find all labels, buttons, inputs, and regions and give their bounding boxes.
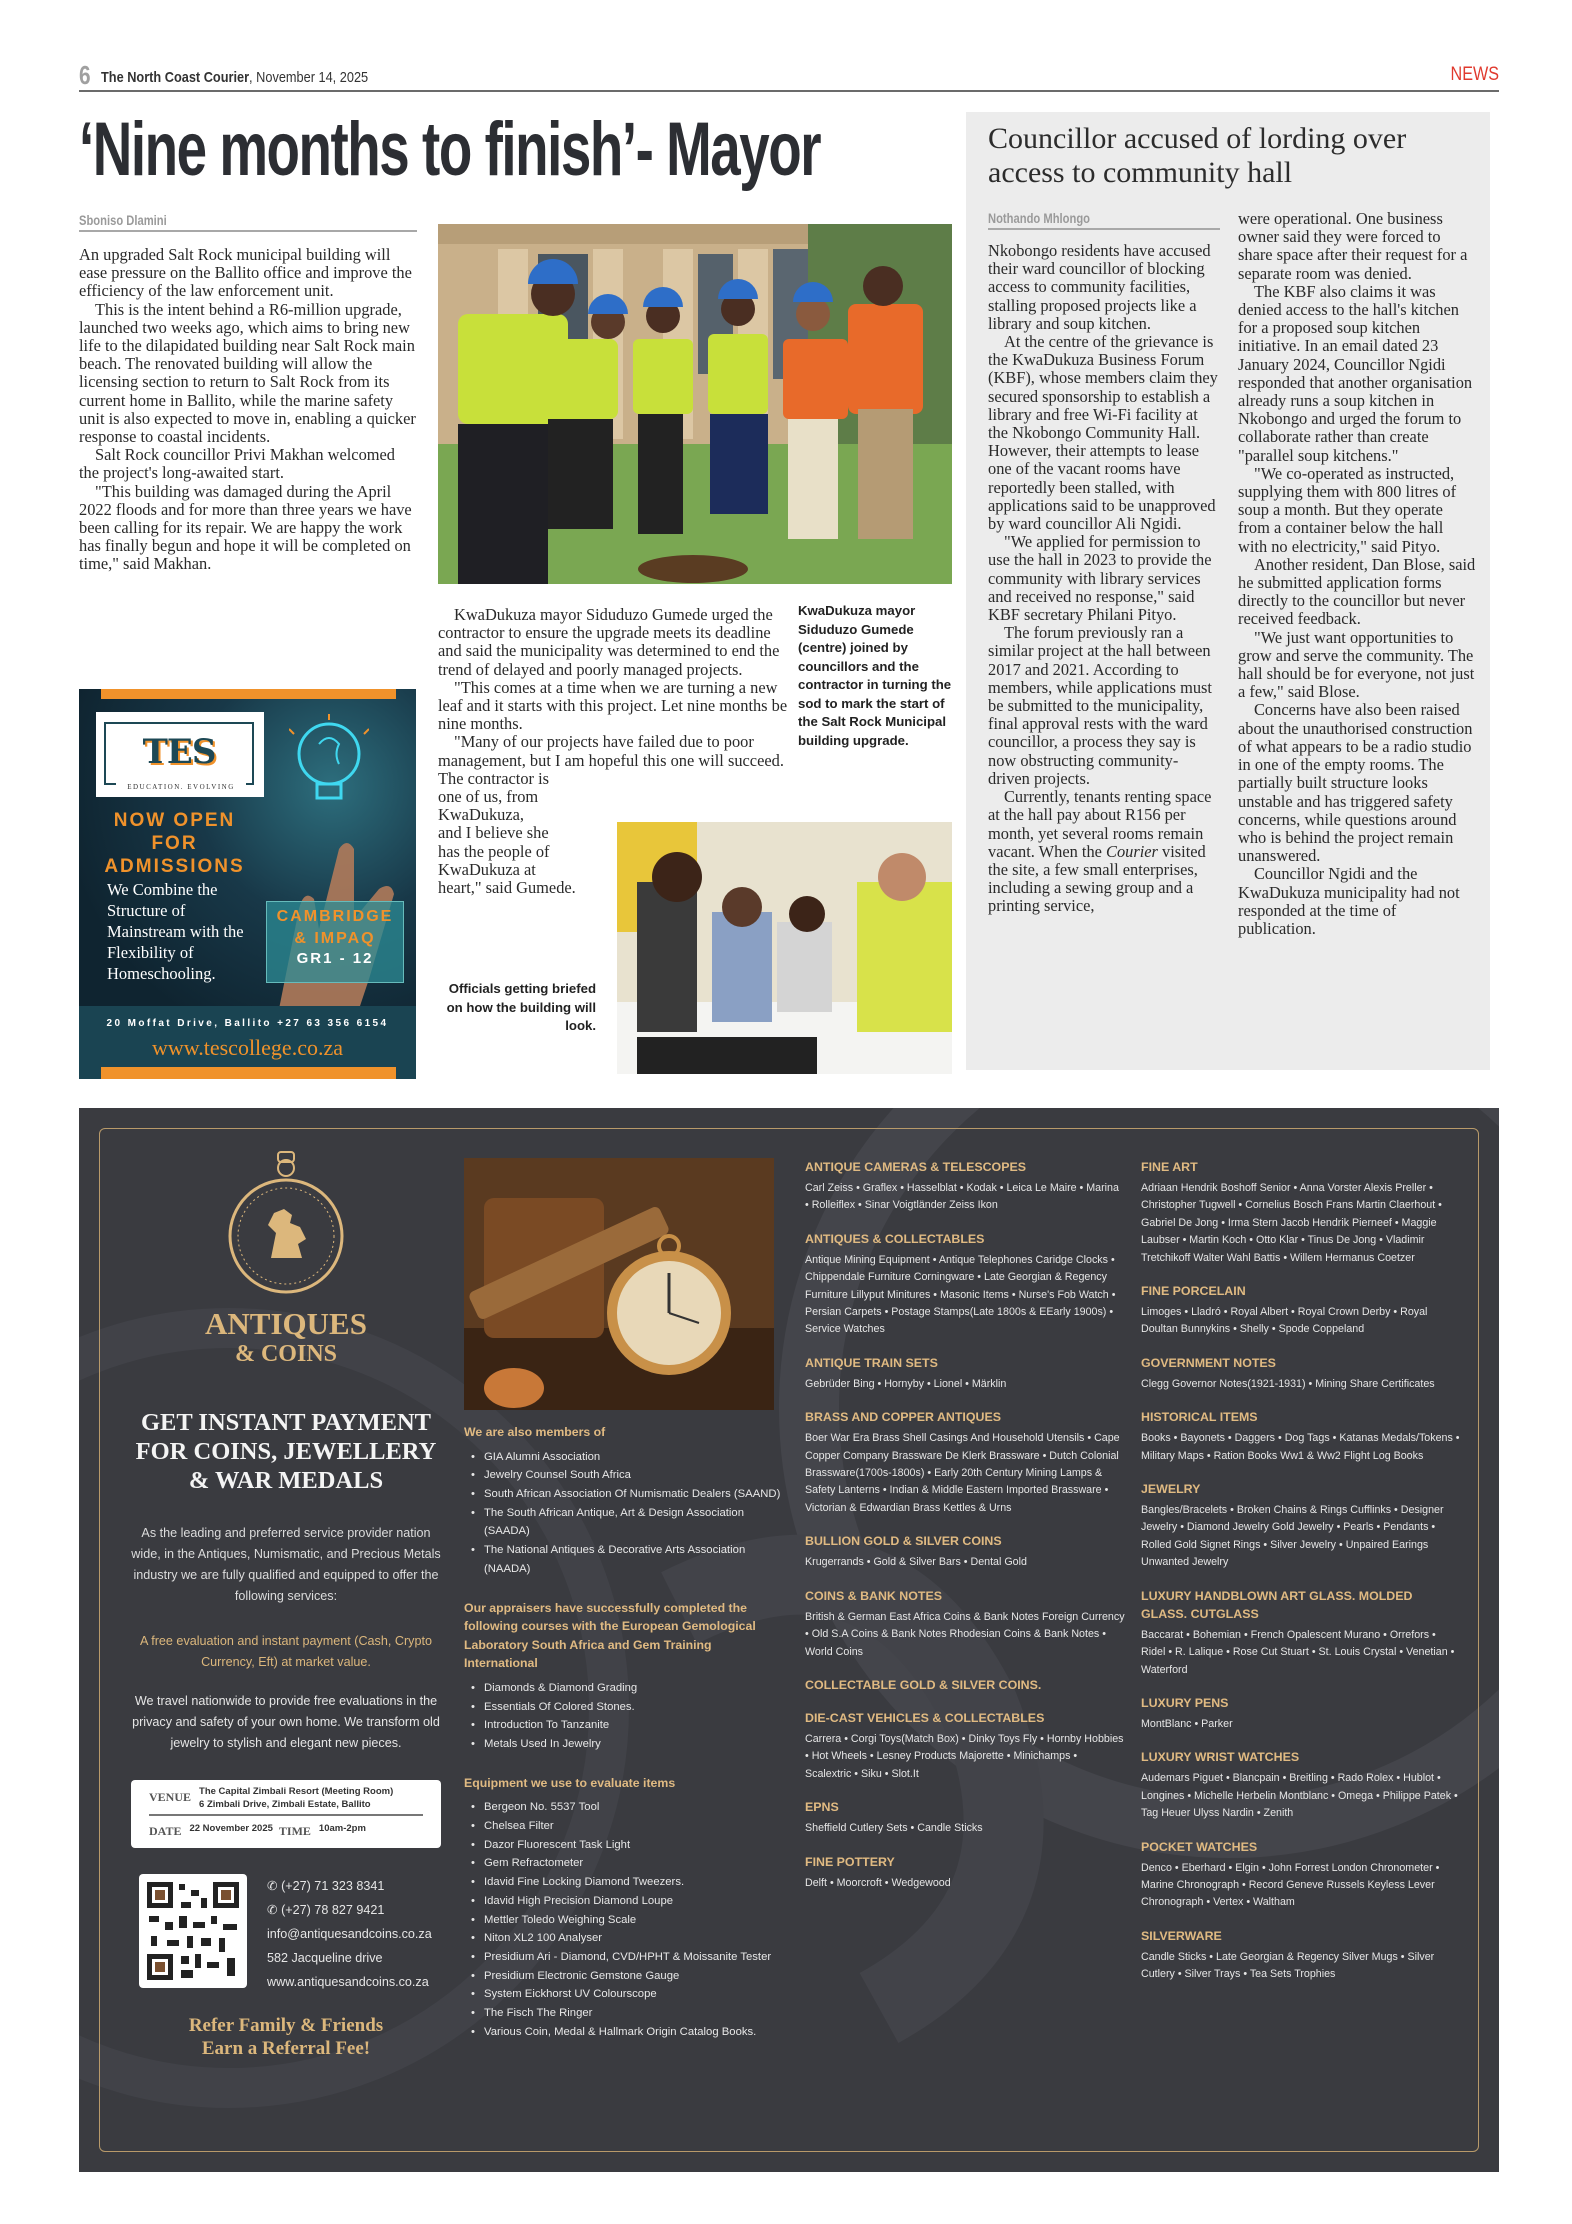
- paragraph: "We applied for permission to use the hall in 2023 to provide the community with library services and received no response," said KBF secretary Philani Pityo.: [988, 532, 1212, 625]
- list-item: • Introduction To Tanzanite: [464, 1716, 784, 1735]
- paragraph: Currently, tenants renting space at the hall pay about R156 per month, yet several rooms remain vacant. When the Courier visited the site, a few small enterprises, including a sewing group and a printing service,: [988, 787, 1212, 916]
- side-byline: Nothando Mhlongo: [988, 210, 1220, 230]
- list-item: • Bergeon No. 5537 Tool: [464, 1798, 784, 1817]
- venue-label: VENUE: [149, 1790, 192, 1804]
- list-item: • Chelsea Filter: [464, 1817, 784, 1836]
- antiques-coins-ad[interactable]: [79, 1108, 1499, 2172]
- accent-bar: [101, 1067, 396, 1079]
- category-items: Carl Zeiss • Graflex • Hasselblat • Kodak • Leica Le Maire • Marina • Rolleiflex • Sinar Voigtländer Zeiss Ikon: [805, 1182, 1119, 1212]
- photo-illustration: [464, 1158, 774, 1410]
- list-item: • Jewelry Counsel South Africa: [464, 1466, 784, 1485]
- equipment: [464, 1774, 784, 2042]
- category-title: FINE PORCELAIN: [1141, 1284, 1246, 1299]
- antique-watch-photo: [464, 1158, 774, 1410]
- date-value: 22 November 2025: [189, 1823, 273, 1835]
- photo-illustration: [438, 224, 952, 584]
- free-evaluation-text: A free evaluation and instant payment (Cash, Crypto Currency, Eft) at market value.: [140, 1634, 432, 1669]
- ad-intro: As the leading and preferred service provider nation wide, in the Antiques, Numismatic, and Precious Metals industry we are fully qualified and equipped to offer the following services:: [131, 1526, 441, 1603]
- masthead: [79, 62, 1499, 92]
- side-story-body-1: [988, 242, 1220, 916]
- brand-subname: & COINS: [234, 1341, 337, 1367]
- list-item: • South African Association Of Numismatic Dealers (SAAND): [464, 1485, 784, 1504]
- section-label: NEWS: [1450, 64, 1499, 85]
- text-line: one of us, from: [438, 787, 539, 807]
- website-link[interactable]: www.antiquesandcoins.co.za: [267, 1975, 429, 1989]
- date-label: DATE: [149, 1824, 182, 1838]
- main-story-body-1: [79, 246, 417, 574]
- paragraph: "This comes at a time when we are turning a new leaf and it starts with this project. Let nine months be nine months.: [438, 677, 788, 734]
- list-item: • Essentials Of Colored Stones.: [464, 1698, 784, 1717]
- category-title: BRASS AND COPPER ANTIQUES: [805, 1410, 1001, 1425]
- tes-logo: [96, 712, 264, 797]
- text-line: KwaDukuza,: [438, 805, 525, 825]
- paragraph: The forum previously ran a similar project at the hall between 2017 and 2021. According to members, while applications must be submitted to the municipality, final approval rests with the ward councillor, a process they say is now obstructing community-driven projects.: [988, 623, 1212, 788]
- courses: [464, 1599, 784, 1754]
- time-value: 10am-2pm: [318, 1823, 366, 1835]
- category-items: Carrera • Corgi Toys(Match Box) • Dinky Toys Fly • Hornby Hobbies • Hot Wheels • Lesney Products Majorette • Minichamps • Scalextric • Siku • Slot.It: [805, 1732, 1124, 1780]
- category-items: British & German East Africa Coins & Bank Notes Foreign Currency • Old S.A Coins & Bank Notes Rhodesian Coins & Bank Notes • World Coins: [805, 1610, 1125, 1658]
- category-items: Sheffield Cutlery Sets • Candle Sticks: [805, 1822, 983, 1835]
- category-items: Candle Sticks • Late Georgian & Regency Silver Mugs • Silver Cutlery • Silver Trays • Tea Sets Trophies: [1141, 1950, 1435, 1981]
- category-title: EPNS: [805, 1800, 839, 1815]
- time-label: TIME: [278, 1824, 311, 1838]
- paragraph: "We co-operated as instructed, supplying them with 800 litres of soup a month. But they operate from a container below the hall with no electricity," said Pityo.: [1238, 463, 1457, 556]
- list-item: • Metals Used In Jewelry: [464, 1735, 784, 1754]
- paragraph: Salt Rock councillor Privi Makhan welcomed the project's long-awaited start.: [79, 445, 395, 483]
- whatsapp-icon: ✆: [267, 1903, 282, 1917]
- paragraph: At the centre of the grievance is the KwaDukuza Business Forum (KBF), whose members claim they secured sponsorship to establish a library and free Wi-Fi facility at the Nkobongo Community Hall. However, their attempts to lease one of the vacant rooms have reportedly been stalled, with applications said to be unapproved by ward councillor Ali Ngidi.: [988, 332, 1218, 534]
- main-byline: Sboniso Dlamini: [79, 212, 417, 232]
- pocket-watch-lion-logo: [226, 1148, 346, 1298]
- list-item: • Gem Refractometer: [464, 1854, 784, 1873]
- text-line: and I believe she: [438, 823, 549, 843]
- venue-box: [131, 1780, 441, 1848]
- category-items: MontBlanc • Parker: [1141, 1717, 1233, 1730]
- contact-block: [131, 1874, 441, 1994]
- side-story-column-2: [1238, 210, 1476, 938]
- tes-address-phone: 20 Moffat Drive, Ballito +27 63 356 6154: [106, 1018, 389, 1029]
- category-title: LUXURY WRIST WATCHES: [1141, 1750, 1300, 1765]
- qr-code[interactable]: [139, 1874, 247, 1988]
- tes-website-link[interactable]: www.tescollege.co.za: [152, 1035, 343, 1060]
- venue-address: 6 Zimbali Drive, Zimbali Estate, Ballito: [199, 1798, 371, 1810]
- groundbreaking-photo-caption: KwaDukuza mayor Siduduzo Gumede (centre) joined by councillors and the contractor in turning the sod to mark the start of the Salt Rock Municipal building upgrade.: [798, 603, 952, 748]
- qr-code-icon: [147, 1882, 239, 1980]
- tes-description: We Combine the Structure of Mainstream with the Flexibility of Homeschooling.: [107, 880, 244, 983]
- list-item: • Niton XL2 100 Analyser: [464, 1929, 784, 1948]
- text-line: KwaDukuza at: [438, 859, 536, 879]
- category-title: ANTIQUES & COLLECTABLES: [805, 1231, 985, 1246]
- category-items: Gebrüder Bing • Hornyby • Lionel • Märklin: [805, 1377, 1007, 1390]
- paragraph: This is the intent behind a R6-million upgrade, launched two weeks ago, which aims to bring new life to the dilapidated building near Salt Rock main beach. The renovated building will allow the licensing section to return to Salt Rock from its current home in Ballito, while the marine safety unit is also expected to move in, enabling a quicker response to coastal incidents.: [79, 299, 416, 447]
- list-item: • Idavid Fine Locking Diamond Tweezers.: [464, 1873, 784, 1892]
- category-title: COINS & BANK NOTES: [805, 1588, 942, 1603]
- email-link[interactable]: info@antiquesandcoins.co.za: [267, 1927, 432, 1941]
- category-items: Baccarat • Bohemian • French Opalescent Murano • Orrefors • Ridel • R. Lalique • Rose Cut Stuart • St. Louis Crystal • Venetian • Waterford: [1141, 1628, 1455, 1676]
- publication-date: , November 14, 2025: [249, 69, 369, 86]
- categories-column-2: [1141, 1158, 1461, 1984]
- photo-illustration: [617, 822, 952, 1074]
- category-items: Denco • Eberhard • Elgin • John Forrest London Chronometer • Marine Chronograph • Record Geneve Russels Keyless Lever Chronograph • Vertex • Waltham: [1141, 1861, 1440, 1909]
- brand-name: ANTIQUES: [205, 1306, 367, 1341]
- paragraph: Another resident, Dan Blose, said he submitted application forms directly to the councillor but never received feedback.: [1238, 554, 1476, 629]
- list-item: • The Fisch The Ringer: [464, 2004, 784, 2023]
- category-title: DIE-CAST VEHICLES & COLLECTABLES: [805, 1710, 1045, 1725]
- courier-italic: Courier: [1106, 841, 1158, 861]
- ad-headline: GET INSTANT PAYMENT FOR COINS, JEWELLERY & WAR MEDALS: [135, 1409, 437, 1494]
- list-item: • System Eickhorst UV Colourscope: [464, 1985, 784, 2004]
- list-item: • Presidium Ari - Diamond, CVD/HPHT & Moissanite Tester: [464, 1948, 784, 1967]
- main-headline: ‘Nine months to finish’- Mayor: [79, 107, 821, 192]
- side-story-headline: Councillor accused of lording over access to community hall: [988, 122, 1407, 189]
- category-title: BULLION GOLD & SILVER COINS: [805, 1534, 1002, 1549]
- category-title: ANTIQUE TRAIN SETS: [805, 1355, 938, 1370]
- list-item: • Idavid High Precision Diamond Loupe: [464, 1892, 784, 1911]
- side-story-column-1: [988, 210, 1220, 916]
- list-item: • Various Coin, Medal & Hallmark Origin Catalog Books.: [464, 2023, 784, 2042]
- list-item: • GIA Alumni Association: [464, 1448, 784, 1467]
- paragraph: Concerns have also been raised about the unauthorised construction of what appears to be a radio studio in one of the empty rooms. The partially built structure looks unstable and has triggered safety concerns, while questions around who is behind the project remain unanswered.: [1238, 700, 1473, 866]
- briefing-photo-caption: Officials getting briefed on how the building will look.: [446, 981, 596, 1033]
- travel-text: We travel nationwide to provide free evaluations in the privacy and safety of your own home. We transform old jewelry to stylish and elegant new pieces.: [132, 1694, 440, 1750]
- category-title: GOVERNMENT NOTES: [1141, 1355, 1276, 1370]
- equipment-title: Equipment we use to evaluate items: [464, 1775, 676, 1790]
- text-line: has the people of: [438, 841, 550, 861]
- paragraph: Nkobongo residents have accused their ward councillor of blocking access to community facilities, stalling proposed projects like a library and soup kitchen.: [988, 241, 1211, 333]
- category-title: ANTIQUE CAMERAS & TELESCOPES: [805, 1160, 1026, 1174]
- side-story-body-2: [1238, 210, 1476, 938]
- tes-tagline: EDUCATION. EVOLVING: [116, 783, 246, 791]
- tes-college-ad[interactable]: [79, 689, 416, 1079]
- paragraph: "This building was damaged during the April 2022 floods and for more than three years we have been calling for its repair. We are happy the work has finally begun and hope it will be completed on time," said Makhan.: [79, 481, 412, 574]
- category-title: LUXURY PENS: [1141, 1695, 1229, 1710]
- text-line: The contractor is: [438, 768, 550, 788]
- category-items: Limoges • Lladró • Royal Albert • Royal Crown Derby • Royal Doultan Bunnykins • Shelly • Spode Coppeland: [1141, 1306, 1428, 1336]
- category-items: Clegg Governor Notes(1921-1931) • Mining Share Certificates: [1141, 1377, 1435, 1390]
- phone-2[interactable]: ✆ (+27) 78 827 9421: [267, 1903, 385, 1917]
- paragraph: The KBF also claims it was denied access to the hall's kitchen for a proposed soup kitchen initiative. In an email dated 23 January 2024, Councillor Ngidi responded that another organisation already runs a soup kitchen in Nkobongo and urged the forum to collaborate rather than create "parallel soup kitchens.": [1238, 281, 1473, 465]
- category-title: SILVERWARE: [1141, 1928, 1222, 1943]
- paragraph: Councillor Ngidi and the KwaDukuza municipality had not responded at the time of publication.: [1238, 864, 1460, 938]
- category-title: FINE ART: [1141, 1160, 1198, 1174]
- paragraph: "We just want opportunities to grow and serve the community. The hall should be for everyone, not just a few," said Blose.: [1238, 627, 1475, 702]
- phone-1[interactable]: ✆ (+27) 71 323 8341: [267, 1879, 385, 1893]
- side-story-box: [966, 112, 1490, 1070]
- lightbulb-icon: [289, 714, 369, 834]
- list-item: • The South African Antique, Art & Design Association (SAADA): [464, 1504, 784, 1541]
- category-items: Books • Bayonets • Daggers • Dog Tags • Katanas Medals/Tokens • Military Maps • Ration Books Ww1 & Ww2 Flight Log Books: [1141, 1432, 1460, 1462]
- members-title: We are also members of: [464, 1425, 606, 1439]
- category-title: JEWELRY: [1141, 1482, 1201, 1497]
- whatsapp-icon: ✆: [267, 1879, 282, 1893]
- list-item: • Diamonds & Diamond Grading: [464, 1679, 784, 1698]
- category-items: Boer War Era Brass Shell Casings And Household Utensils • Cape Copper Company Brassware De Klerk Brassware • Dutch Colonial Brassware(1700s-1800s) • Early 20th Century Mining Lamps & Safety Lanterns • Indian & Middle Eastern Imported Brassware • Victorian & Edwardian Brass Kettles & Urns: [805, 1432, 1120, 1514]
- venue-name: The Capital Zimbali Resort (Meeting Room): [199, 1786, 394, 1797]
- list-item: • Presidium Electronic Gemstone Gauge: [464, 1967, 784, 1986]
- ad-middle-column: [464, 1423, 784, 2061]
- category-items: Antique Mining Equipment • Antique Telephones Caridge Clocks • Chippendale Furniture Corningware • Late Georgian & Regency Furniture Lillyput Minitures • Masonic Items • Nurse's Fob Watch • Persian Carpets • Postage Stamps(Late 1800s & EEarly 1900s) • Service Watches: [805, 1253, 1116, 1336]
- referral-text: Refer Family & Friends Earn a Referral Fee!: [188, 2015, 384, 2059]
- courses-title: Our appraisers have successfully completed the following courses with the European Gemological Laboratory South Africa and Gem Training International: [464, 1600, 756, 1671]
- list-item: • Dazor Fluorescent Task Light: [464, 1836, 784, 1855]
- contact-details: [267, 1874, 432, 1994]
- category-items: Audemars Piguet • Blancpain • Breitling • Rado Rolex • Hublot • Longines • Michelle Herbelin Montblanc • Omega • Philippe Patek • Tag Heuer Ulyss Nardin • Zenith: [1141, 1772, 1458, 1820]
- list-item: • Mettler Toledo Weighing Scale: [464, 1911, 784, 1930]
- paragraph: An upgraded Salt Rock municipal building will ease pressure on the Ballito office and improve the efficiency of the law enforcement unit.: [79, 245, 412, 301]
- list-item: • The National Antiques & Decorative Arts Association (NAADA): [464, 1541, 784, 1578]
- text-line: heart," said Gumede.: [438, 878, 576, 898]
- category-items: Delft • Moorcroft • Wedgewood: [805, 1876, 951, 1889]
- publication-name: The North Coast Courier: [101, 69, 250, 86]
- main-story-column-1: [79, 212, 417, 574]
- category-title: HISTORICAL ITEMS: [1141, 1410, 1258, 1425]
- groundbreaking-photo: [438, 224, 952, 584]
- paragraph: KwaDukuza mayor Siduduzo Gumede urged the contractor to ensure the upgrade meets its deadline and said the municipality was determined to end the trend of delayed and poorly managed projects.: [438, 605, 780, 679]
- category-items: Adriaan Hendrik Boshoff Senior • Anna Vorster Alexis Preller • Christopher Tugwell • Cornelius Bosch Frans Martin Claerhout • Gabriel De Jong • Irma Stern Jacob Hendrik Pierneef • Maggie Laubser • Martin Koch • Otto Klar • Tinus De Jong • Vladimir Tretchikoff Walter Wahl Battis • Willem Hermanus Coetzer: [1141, 1182, 1442, 1264]
- address: 582 Jacqueline drive: [267, 1951, 383, 1965]
- memberships: [464, 1423, 784, 1579]
- category-items: Krugerrands • Gold & Silver Bars • Dental Gold: [805, 1556, 1027, 1569]
- narrow-quote: [438, 770, 608, 897]
- publication-line: [101, 69, 368, 86]
- categories-column-1: [805, 1158, 1125, 1892]
- category-items: Bangles/Bracelets • Broken Chains & Rings Cufflinks • Designer Jewelry • Diamond Jewelry Gold Jewelry • Pearls • Pendants • Rolled Gold Signet Rings • Silver Jewelry • Unpaired Earings Unwanted Jewelry: [1141, 1504, 1444, 1569]
- category-title: POCKET WATCHES: [1141, 1839, 1258, 1854]
- tes-logo-text: TES: [142, 732, 216, 772]
- category-title: LUXURY HANDBLOWN ART GLASS. MOLDED GLASS. CUTGLASS: [1141, 1588, 1413, 1621]
- ad-left-column: [131, 1148, 441, 2060]
- paragraph: were operational. One business owner said they were forced to share space after their request for a separate room was denied.: [1238, 209, 1468, 283]
- briefing-photo: [617, 822, 952, 1074]
- category-title: FINE POTTERY: [805, 1854, 895, 1869]
- curriculum-badge: CAMBRIDGE & IMPAQ GR1 - 12: [266, 901, 404, 983]
- category-title: COLLECTABLE GOLD & SILVER COINS.: [805, 1677, 1042, 1692]
- accent-bar: [101, 689, 396, 699]
- paragraph: "Many of our projects have failed due to poor management, but I am hopeful this one will succeed.: [438, 732, 784, 770]
- now-open-heading: NOW OPEN FOR ADMISSIONS: [104, 810, 245, 877]
- page-number: 6: [79, 60, 91, 90]
